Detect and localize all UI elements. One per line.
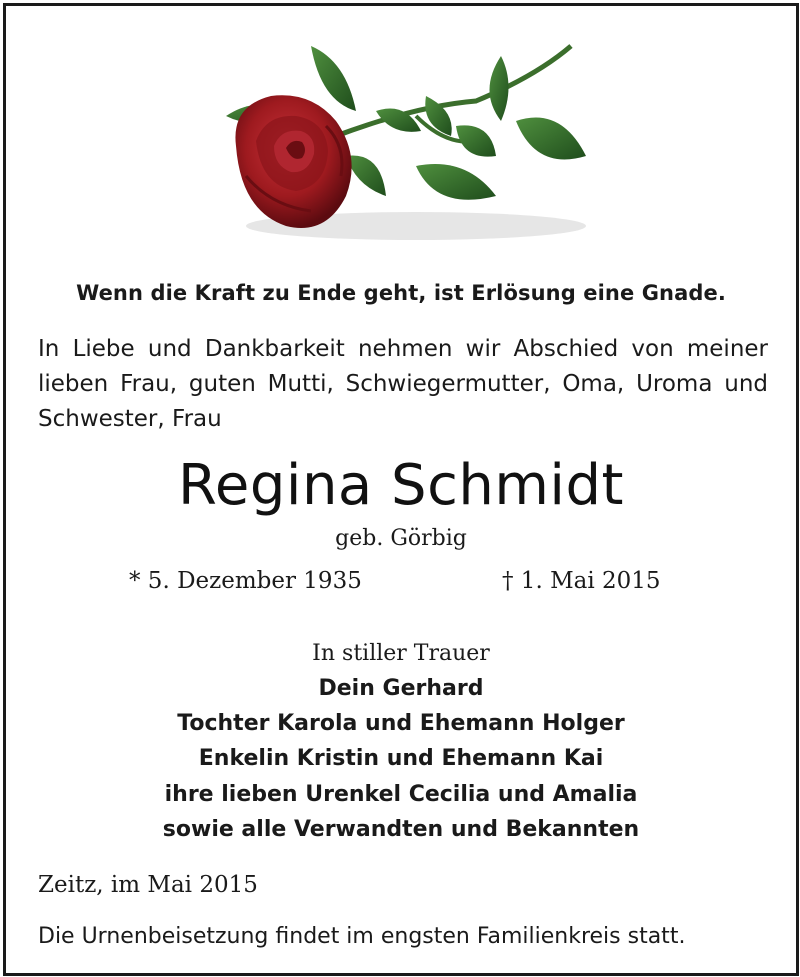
intro-text: In Liebe und Dankbarkeit nehmen wir Abschied von meiner lieben Frau, guten Mutti, Schwiegermutter, Oma, Uroma und Schwester, Frau — [38, 336, 768, 432]
mourner-line: ihre lieben Urenkel Cecilia und Amalia — [164, 782, 638, 807]
mourning-heading: In stiller Trauer — [312, 641, 490, 666]
mourner-line: Dein Gerhard — [318, 676, 484, 701]
mourner-line: Tochter Karola und Ehemann Holger — [177, 711, 625, 736]
death-date: † 1. Mai 2015 — [502, 568, 661, 594]
obituary-notice — [3, 3, 799, 976]
birth-name: geb. Görbig — [335, 526, 467, 551]
burial-note: Die Urnenbeisetzung findet im engsten Familienkreis statt. — [38, 924, 686, 949]
rose-image — [216, 36, 601, 251]
birth-date: * 5. Dezember 1935 — [129, 568, 362, 594]
mourner-line: Enkelin Kristin und Ehemann Kai — [198, 746, 604, 771]
mourner-line: sowie alle Verwandten und Bekannten — [162, 817, 640, 842]
motto: Wenn die Kraft zu Ende geht, ist Erlösung eine Gnade. — [76, 281, 726, 305]
place-date: Zeitz, im Mai 2015 — [38, 872, 258, 898]
deceased-name: Regina Schmidt — [177, 453, 624, 518]
